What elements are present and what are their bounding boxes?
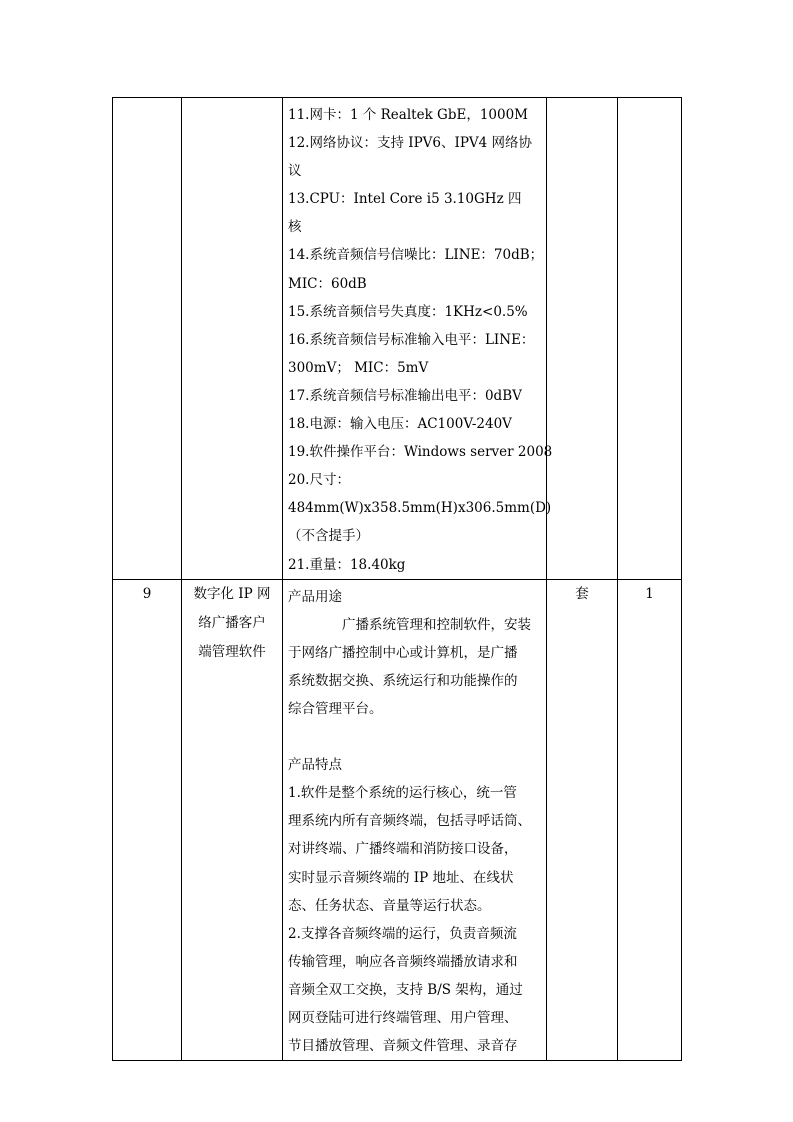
- spec-line: 产品用途: [288, 588, 342, 605]
- spec-line: 产品特点: [288, 757, 342, 774]
- spec-line: 音频全双工交换，支持 B/S 架构，通过: [288, 981, 523, 998]
- product-name-line: 数字化 IP 网: [193, 585, 271, 602]
- spec-line: 议: [288, 163, 302, 180]
- product-name-cell: [182, 579, 283, 1061]
- spec-line: 11.网卡：1 个 Realtek GbE，1000M: [288, 107, 529, 123]
- index-cell: [113, 579, 182, 1061]
- spec-line: （不含提手）: [288, 528, 369, 545]
- table-row: [113, 579, 682, 1061]
- spec-line: 20.尺寸：: [288, 472, 350, 489]
- spec-cell: [283, 579, 547, 1061]
- product-name-line: 端管理软件: [198, 643, 266, 660]
- spec-line: 12.网络协议：支持 IPV6、IPV4 网络协: [288, 135, 533, 152]
- spec-line: 2.支撑各音频终端的运行，负责音频流: [288, 925, 517, 942]
- product-name-line: 络广播客户: [198, 614, 266, 631]
- spec-line: 系统数据交换、系统运行和功能操作的: [288, 672, 518, 689]
- spec-line: 1.软件是整个系统的运行核心，统一管: [288, 785, 517, 802]
- spec-line: 对讲终端、广播终端和消防接口设备，: [288, 841, 518, 858]
- spec-line: 300mV； MIC：5mV: [288, 359, 429, 376]
- spec-line: 17.系统音频信号标准输出电平：0dBV: [288, 387, 522, 404]
- spec-line: 于网络广播控制中心或计算机，是广播: [288, 644, 518, 661]
- spec-line: 综合管理平台。: [288, 700, 383, 717]
- spec-line: 传输管理，响应各音频终端播放请求和: [288, 953, 518, 970]
- quantity-cell: [618, 98, 682, 580]
- spec-line: 节目播放管理、音频文件管理、录音存: [288, 1038, 518, 1055]
- unit-cell: [547, 579, 618, 1061]
- spec-line: 15.系统音频信号失真度：1KHz<0.5%: [288, 303, 528, 320]
- spec-cell: [283, 98, 553, 580]
- spec-line: 理系统内所有音频终端，包括寻呼话筒、: [288, 813, 531, 830]
- spec-line: [288, 723, 542, 751]
- spec-line: 态、任务状态、音量等运行状态。: [288, 897, 491, 914]
- spec-table: [112, 97, 682, 1061]
- spec-line: 广播系统管理和控制软件，安装: [342, 616, 531, 633]
- spec-line: 484mm(W)x358.5mm(H)x306.5mm(D): [288, 500, 552, 517]
- unit-cell: [547, 98, 618, 580]
- spec-line: 16.系统音频信号标准输入电平：LINE：: [288, 331, 535, 348]
- spec-line: 13.CPU：Intel Core i5 3.10GHz 四: [288, 191, 522, 208]
- table-row: [113, 98, 682, 580]
- spec-lines: [283, 580, 546, 1061]
- spec-line: 14.系统音频信号信噪比：LINE：70dB；: [288, 247, 544, 264]
- spec-line: 21.重量：18.40kg: [288, 556, 406, 573]
- quantity-value: 1: [645, 585, 654, 602]
- row-index: 9: [142, 585, 152, 602]
- spec-line: 19.软件操作平台：Windows server 2008: [288, 444, 553, 461]
- spec-line: 实时显示音频终端的 IP 地址、在线状: [288, 869, 514, 886]
- product-name: [182, 580, 282, 667]
- index-cell: [113, 98, 182, 580]
- product-name-cell: [182, 98, 283, 580]
- unit-value: 套: [575, 585, 589, 602]
- spec-line: 18.电源：输入电压：AC100V-240V: [288, 416, 512, 433]
- quantity-cell: [618, 579, 682, 1061]
- spec-lines: [283, 98, 553, 579]
- spec-line: MIC：60dB: [288, 275, 367, 292]
- spec-line: 核: [288, 219, 302, 236]
- spec-line: 网页登陆可进行终端管理、用户管理、: [288, 1010, 518, 1026]
